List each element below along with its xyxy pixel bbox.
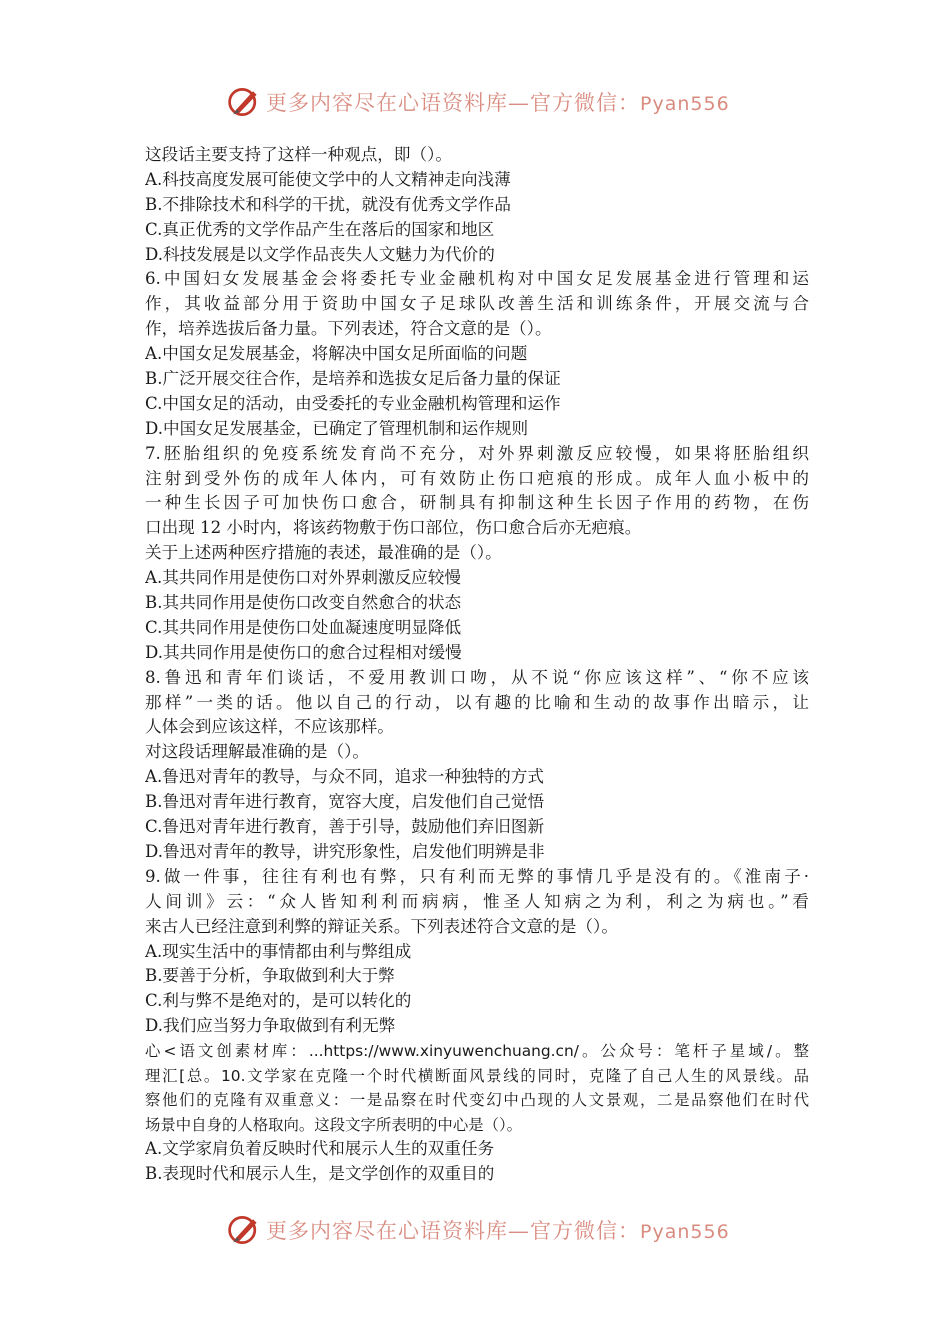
question-line: 注射到受外伤的成年人体内，可有效防止伤口疤痕的形成。成年人血小板中的 [145, 468, 809, 488]
question-line: 人体会到应该这样，不应该那样。 [145, 717, 394, 737]
option-line: D.其共同作用是使伤口的愈合过程相对缓慢 [145, 642, 462, 662]
option-line: C.鲁迅对青年进行教育，善于引导，鼓励他们弃旧图新 [145, 817, 545, 837]
option-line: A.鲁迅对青年的教导，与众不同，追求一种独特的方式 [145, 767, 544, 787]
pen-logo-icon [226, 84, 262, 120]
option-line: D.科技发展是以文学作品丧失人文魅力为代价的 [145, 244, 495, 264]
option-line: A.中国女足发展基金，将解决中国女足所面临的问题 [145, 344, 528, 364]
option-line: C.其共同作用是使伤口处血凝速度明显降低 [145, 617, 462, 637]
question-line: 关于上述两种医疗措施的表述，最准确的是（）。 [145, 543, 502, 563]
option-line: D.我们应当努力争取做到有利无弊 [145, 1016, 396, 1036]
banner-text: 更多内容尽在心语资料库—官方微信：Pyan556 [266, 1219, 730, 1243]
question-line: 作，其收益部分用于资助中国女子足球队改善生活和训练条件，开展交流与合 [145, 294, 809, 314]
document-body [145, 143, 809, 1187]
question-line: 口出现 12 小时内，将该药物敷于伤口部位，伤口愈合后亦无疤痕。 [145, 518, 642, 538]
banner-text: 更多内容尽在心语资料库—官方微信：Pyan556 [266, 91, 730, 115]
option-line: C.真正优秀的文学作品产生在落后的国家和地区 [145, 219, 495, 239]
question-line: 一种生长因子可加快伤口愈合，研制具有抑制这种生长因子作用的药物，在伤 [145, 493, 809, 513]
question-line: 场景中自身的人格取向。这段文字所表明的中心是（）。 [145, 1115, 523, 1134]
option-line: D.中国女足发展基金，已确定了管理机制和运作规则 [145, 418, 529, 438]
question-line: 人间训》云：“众人皆知利利而病病，惟圣人知病之为利，利之为病也。”看 [145, 891, 809, 911]
question-line: 6.中国妇女发展基金会将委托专业金融机构对中国女足发展基金进行管理和运 [145, 269, 809, 289]
pen-logo-icon [226, 1212, 262, 1248]
option-line: A.科技高度发展可能使文学中的人文精神走向浅薄 [145, 169, 511, 189]
question-line: 7.胚胎组织的免疫系统发育尚不充分，对外界刺激反应较慢，如果将胚胎组织 [145, 443, 809, 463]
option-line: D.鲁迅对青年的教导，讲究形象性，启发他们明辨是非 [145, 841, 545, 861]
option-line: A.文学家肩负着反映时代和展示人生的双重任务 [145, 1139, 495, 1159]
question-line: 8.鲁迅和青年们谈话，不爱用教训口吻，从不说“你应该这样”、“你不应该 [145, 667, 809, 687]
option-line: A.其共同作用是使伤口对外界刺激反应较慢 [145, 568, 461, 588]
option-line: B.广泛开展交往合作，是培养和选拔女足后备力量的保证 [145, 369, 561, 389]
text-line: 这段话主要支持了这样一种观点，即（）。 [145, 145, 452, 164]
question-line: 对这段话理解最准确的是（）。 [145, 742, 370, 762]
question-line: 察他们的克隆有双重意义：一是品察在时代变幻中凸现的人文景观，二是品察他们在时代 [145, 1091, 809, 1110]
question-line: 来古人已经注意到利弊的辩证关系。下列表述符合文意的是（）。 [145, 916, 618, 936]
footer-banner [0, 1210, 950, 1250]
watermark-line: 心<语文创素材库：...https://www.xinyuwenchuang.cn/。公众号：笔杆子星域/。整 [145, 1042, 809, 1061]
question-line: 那样”一类的话。他以自己的行动，以有趣的比喻和生动的故事作出暗示，让 [145, 692, 809, 712]
header-banner [0, 82, 950, 122]
question-line: 作，培养选拔后备力量。下列表述，符合文意的是（）。 [145, 319, 552, 339]
option-line: A.现实生活中的事情都由利与弊组成 [145, 941, 412, 961]
question-line: 9.做一件事，往往有利也有弊，只有利而无弊的事情几乎是没有的。《淮南子· [145, 866, 809, 886]
option-line: C.利与弊不是绝对的，是可以转化的 [145, 991, 412, 1011]
option-line: B.表现时代和展示人生，是文学创作的双重目的 [145, 1164, 495, 1184]
question-line: 理汇[总。10.文学家在克隆一个时代横断面风景线的同时，克隆了自己人生的风景线。品 [145, 1066, 809, 1085]
option-line: B.要善于分析，争取做到利大于弊 [145, 966, 395, 986]
option-line: B.鲁迅对青年进行教育，宽容大度，启发他们自己觉悟 [145, 792, 545, 812]
option-line: B.不排除技术和科学的干扰，就没有优秀文学作品 [145, 194, 511, 214]
option-line: C.中国女足的活动，由受委托的专业金融机构管理和运作 [145, 393, 561, 413]
option-line: B.其共同作用是使伤口改变自然愈合的状态 [145, 593, 462, 613]
